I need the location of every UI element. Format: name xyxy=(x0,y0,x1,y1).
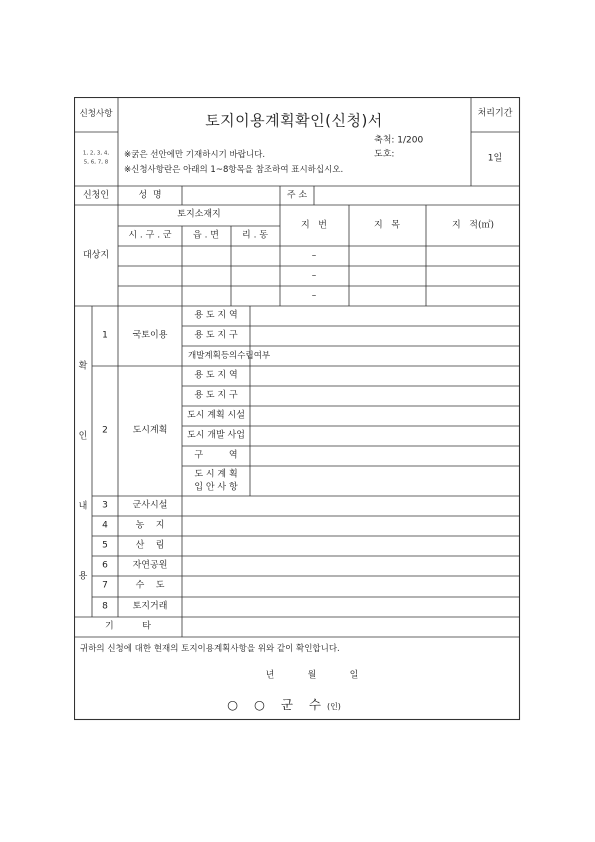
section-3-label: 군사시설 xyxy=(132,500,168,511)
sheet-number-label: 도호: xyxy=(374,149,395,160)
processing-period-value: 1일 xyxy=(487,153,503,164)
location-header: 토지소재지 xyxy=(177,209,221,220)
section-2-item-zone: 구 역 xyxy=(194,450,238,461)
section-2-item-urban-facility: 도시 계획 시설 xyxy=(187,410,245,421)
section-6-label: 자연공원 xyxy=(132,560,168,571)
application-items-label: 신청사항 xyxy=(79,108,113,119)
issuer-signature xyxy=(227,696,341,712)
section-2-label: 도시계획 xyxy=(132,425,168,436)
section-5-label: 산 림 xyxy=(135,540,165,551)
section-2-item-urban-plan: 도 시 계 획 xyxy=(194,469,238,480)
confirm-vertical-char-1: 확 xyxy=(78,361,88,372)
application-items-numbers-line1: 1, 2, 3, 4, xyxy=(82,150,110,157)
confirm-vertical-char-3: 내 xyxy=(78,501,88,512)
section-8-number: 8 xyxy=(102,601,108,612)
date-year: 년 xyxy=(265,670,275,681)
instruction-note-1: ※굵은 선안에만 기재하시기 바랍니다. xyxy=(124,149,266,160)
confirm-vertical-char-4: 용 xyxy=(78,571,88,582)
section-4-label: 농 지 xyxy=(135,520,165,531)
section-3-number: 3 xyxy=(102,500,108,511)
section-7-label: 수 도 xyxy=(135,580,165,591)
application-items-numbers-line2: 5, 6, 7, 8 xyxy=(83,159,109,166)
applicant-label: 신청인 xyxy=(82,190,110,201)
section-2-item-zoning-district: 용 도 지 구 xyxy=(194,390,238,401)
section-1-item-zoning-district: 용 도 지 구 xyxy=(194,330,238,341)
section-7-number: 7 xyxy=(102,580,108,591)
section-2-number: 2 xyxy=(102,425,108,436)
section-1-item-development-plan: 개발계획등의수립여부 xyxy=(188,350,271,361)
section-2-item-zoning-area: 용 도 지 역 xyxy=(194,370,238,381)
section-2-item-urban-development: 도시 개발 사업 xyxy=(187,430,245,441)
date-month: 월 xyxy=(307,670,317,681)
lot-dash-row-3: – xyxy=(311,290,317,301)
section-5-number: 5 xyxy=(102,540,108,551)
column-lot-number: 지 번 xyxy=(301,220,327,231)
processing-period-label: 처리기간 xyxy=(477,108,513,119)
confirmation-statement: 귀하의 신청에 대한 현재의 토지이용계획사항을 위와 같이 확인합니다. xyxy=(80,643,340,654)
column-ri-dong: 리 . 동 xyxy=(242,230,268,241)
column-si-gu-gun: 시 . 구 . 군 xyxy=(128,230,172,241)
column-land-category: 지 목 xyxy=(374,220,400,231)
form-title: 토지이용계획확인(신청)서 xyxy=(205,111,383,130)
instruction-note-2: ※신청사항란은 아래의 1~8항목을 참조하여 표시하십시오. xyxy=(124,164,344,175)
section-8-label: 토지거래 xyxy=(132,601,168,612)
lot-dash-row-1: – xyxy=(311,250,317,261)
applicant-address-label: 주 소 xyxy=(286,190,308,201)
target-land-label: 대상지 xyxy=(82,250,110,261)
lot-dash-row-2: – xyxy=(311,270,317,281)
section-1-label: 국토이용 xyxy=(132,330,168,341)
section-2-item-proposal: 입 안 사 항 xyxy=(194,482,238,493)
section-6-number: 6 xyxy=(102,560,108,571)
column-land-area: 지 적(㎡) xyxy=(452,220,494,231)
seal-mark: (인) xyxy=(326,701,341,711)
section-1-item-zoning-area: 용 도 지 역 xyxy=(194,310,238,321)
section-1-number: 1 xyxy=(102,330,108,341)
issuer-title: ○ ○ 군 수 xyxy=(227,696,327,712)
applicant-name-label: 성 명 xyxy=(138,190,162,201)
section-4-number: 4 xyxy=(102,520,108,531)
scale-label: 축척: 1/200 xyxy=(374,135,424,146)
confirm-vertical-char-2: 인 xyxy=(78,431,88,442)
etc-label: 기 타 xyxy=(105,621,151,632)
column-eup-myeon: 읍 . 면 xyxy=(193,230,219,241)
date-day: 일 xyxy=(349,670,359,681)
